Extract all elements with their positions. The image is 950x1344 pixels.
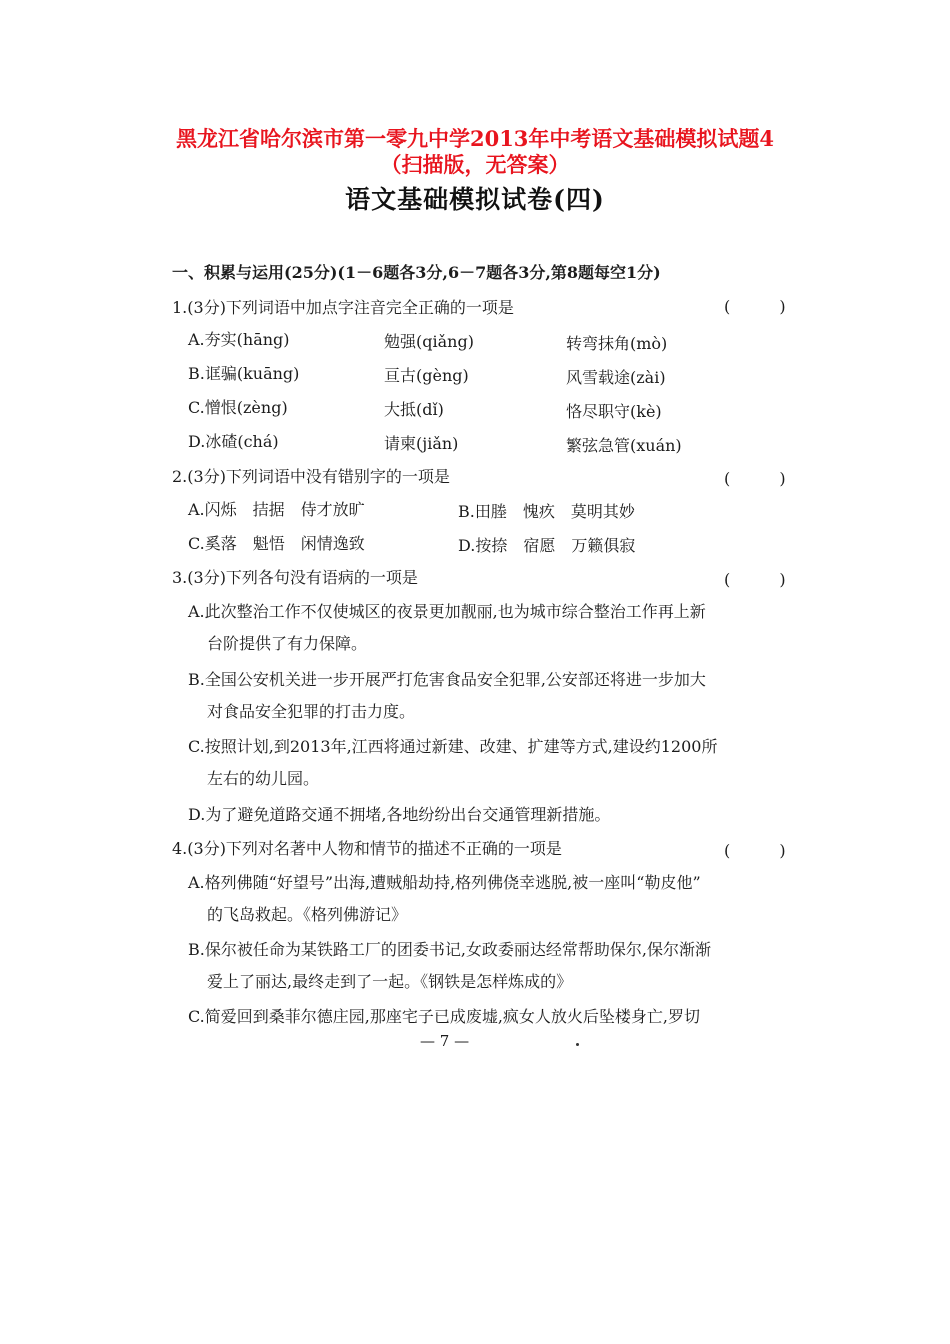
question-3-answer-paren: ( ) <box>724 570 808 589</box>
question-1-answer-paren: ( ) <box>724 297 808 316</box>
question-2-stem: 2.(3分)下列词语中没有错别字的一项是 <box>172 467 450 486</box>
q4-option-b-line1: B.保尔被任命为某铁路工厂的团委书记,女政委丽达经常帮助保尔,保尔渐渐 <box>188 940 712 959</box>
q3-option-c-line1: C.按照计划,到2013年,江西将通过新建、改建、扩建等方式,建设约1200所 <box>188 737 718 756</box>
q4-option-a-line1: A.格列佛随“好望号”出海,遭贼船劫持,格列佛侥幸逃脱,被一座叫“勒皮他” <box>188 873 701 892</box>
q2-option-b: B.田塍 愧疚 莫明其妙 <box>458 502 635 521</box>
document-red-title-line2: （扫描版，无答案） <box>380 152 570 177</box>
q1-option-b-col1: B.诓骗(kuāng) <box>188 364 300 383</box>
question-4-answer-paren: ( ) <box>724 841 808 860</box>
q3-option-a-line1: A.此次整治工作不仅使城区的夜景更加靓丽,也为城市综合整治工作再上新 <box>188 602 706 621</box>
q1-option-c-col2: 大抵(dǐ) <box>384 400 444 419</box>
paper-title: 语文基础模拟试卷(四) <box>345 185 605 214</box>
question-1-stem: 1.(3分)下列词语中加点字注音完全正确的一项是 <box>172 298 514 317</box>
q3-option-d-line1: D.为了避免道路交通不拥堵,各地纷纷出台交通管理新措施。 <box>188 805 611 824</box>
q2-option-d: D.按捺 宿愿 万籁俱寂 <box>458 536 636 555</box>
q1-option-d-col3: 繁弦急管(xuán) <box>566 436 682 455</box>
q3-option-b-line1: B.全国公安机关进一步开展严打危害食品安全犯罪,公安部还将进一步加大 <box>188 670 706 689</box>
q4-option-b-line2: 爱上了丽达,最终走到了一起。《钢铁是怎样炼成的》 <box>207 972 573 991</box>
question-3-stem: 3.(3分)下列各句没有语病的一项是 <box>172 568 418 587</box>
page-number: — 7 — <box>420 1032 470 1050</box>
q3-option-b-line2: 对食品安全犯罪的打击力度。 <box>207 702 416 721</box>
scan-speck <box>576 1043 579 1046</box>
q2-option-c: C.奚落 魁悟 闲情逸致 <box>188 534 365 553</box>
q1-option-b-col2: 亘古(gèng) <box>384 366 469 385</box>
q1-option-c-col1: C.憎恨(zèng) <box>188 398 288 417</box>
document-red-title-line1: 黑龙江省哈尔滨市第一零九中学2013年中考语文基础模拟试题4 <box>175 126 775 151</box>
q3-option-c-line2: 左右的幼儿园。 <box>207 769 320 788</box>
q2-option-a: A.闪烁 拮据 侍才放旷 <box>188 500 365 519</box>
q1-option-a-col2: 勉强(qiǎng) <box>384 332 474 351</box>
q1-option-b-col3: 风雪载途(zài) <box>566 368 666 387</box>
q4-option-a-line2: 的飞岛救起。《格列佛游记》 <box>207 905 408 924</box>
question-4-stem: 4.(3分)下列对名著中人物和情节的描述不正确的一项是 <box>172 839 562 858</box>
q1-option-d-col2: 请柬(jiǎn) <box>384 434 459 453</box>
q1-option-a-col3: 转弯抹角(mò) <box>566 334 668 353</box>
q3-option-a-line2: 台阶提供了有力保障。 <box>207 634 368 653</box>
question-2-answer-paren: ( ) <box>724 469 808 488</box>
q1-option-c-col3: 恪尽职守(kè) <box>566 402 662 421</box>
q4-option-c-line1: C.简爱回到桑菲尔德庄园,那座宅子已成废墟,疯女人放火后坠楼身亡,罗切 <box>188 1007 701 1026</box>
q1-option-a-col1: A.夯实(hāng) <box>188 330 290 349</box>
q1-option-d-col1: D.冰碴(chá) <box>188 432 279 451</box>
section-heading: 一、积累与运用(25分)(1－6题各3分,6－7题各3分,第8题每空1分) <box>172 263 661 282</box>
